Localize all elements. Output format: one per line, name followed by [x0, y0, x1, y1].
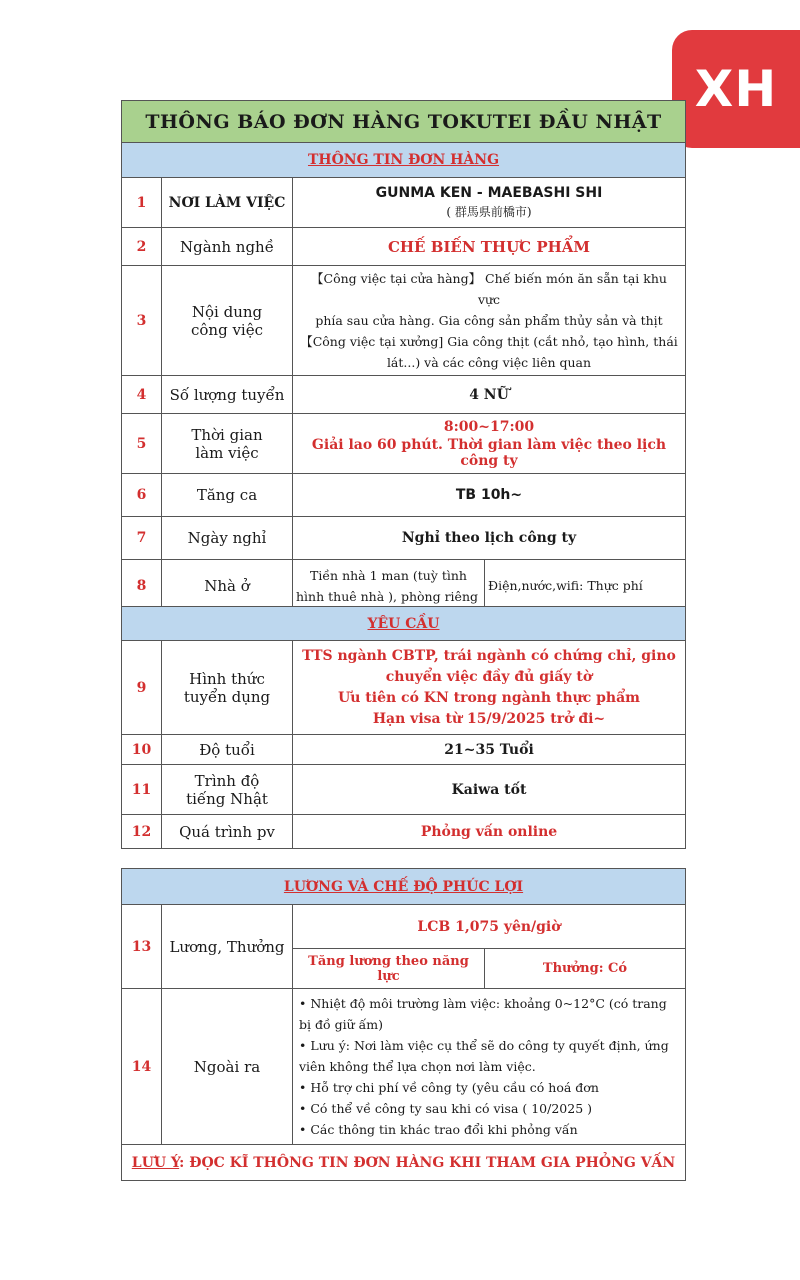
logo-text: XH	[694, 60, 778, 118]
table-row: 8 Nhà ở Tiền nhà 1 man (tuỳ tình hình thuê nhà ), phòng riêng Điện,nước,wifi: Thực phí	[122, 560, 686, 612]
table-row: 11 Trình độ tiếng Nhật Kaiwa tốt	[122, 765, 686, 815]
section-header-requirements: YÊU CẦU	[122, 607, 686, 641]
xh-logo	[672, 30, 800, 148]
row-value: GUNMA KEN - MAEBASHI SHI ( 群馬県前橋市)	[293, 178, 686, 228]
table-row: 1 NƠI LÀM VIỆC GUNMA KEN - MAEBASHI SHI ( 群馬県前橋市)	[122, 178, 686, 228]
table-row: 12 Quá trình pv Phỏng vấn online	[122, 815, 686, 849]
table-row: 3 Nội dung công việc 【Công việc tại cửa hàng】 Chế biến món ăn sẵn tại khu vực phía sau cửa hàng. Gia công sản phẩm thủy sản và thịt 【Công việc tại xưởng] Gia công thịt (cắt nhỏ, tạo hình, thái lát...) và các công việc liên quan	[122, 266, 686, 376]
table-row: 4 Số lượng tuyển 4 NỮ	[122, 376, 686, 414]
table-row: 13 Lương, Thưởng LCB 1,075 yên/giờ	[122, 905, 686, 949]
table-row: 9 Hình thức tuyển dụng TTS ngành CBTP, trái ngành có chứng chỉ, gino chuyển việc đầy đủ giấy tờ Ưu tiên có KN trong ngành thực phẩm Hạn visa từ 15/9/2025 trở đi~	[122, 641, 686, 735]
row-label: NƠI LÀM VIỆC	[162, 178, 293, 228]
table-row: 2 Ngành nghề CHẾ BIẾN THỰC PHẨM	[122, 228, 686, 266]
table-row: 14 Ngoài ra • Nhiệt độ môi trường làm việc: khoảng 0~12°C (có trang bị đồ giữ ấm) • Lưu ý: Nơi làm việc cụ thể sẽ do công ty quyết định, ứng viên không thể lựa chọn nơi làm việc. • Hỗ trợ chi phí về công ty (yêu cầu có hoá đơn • Có thể về công ty sau khi có visa ( 10/2025 ) • Các thông tin khác trao đổi khi phỏng vấn	[122, 989, 686, 1145]
requirements-table	[121, 606, 686, 849]
table-row: 7 Ngày nghỉ Nghỉ theo lịch công ty	[122, 517, 686, 560]
footer-note: LƯU Ý: ĐỌC KĨ THÔNG TIN ĐƠN HÀNG KHI THAM GIA PHỎNG VẤN	[122, 1145, 686, 1181]
table-row: 5 Thời gian làm việc 8:00~17:00 Giải lao 60 phút. Thời gian làm việc theo lịch công ty	[122, 414, 686, 474]
section-header-salary: LƯƠNG VÀ CHẾ ĐỘ PHÚC LỢI	[122, 869, 686, 905]
page-title: THÔNG BÁO ĐƠN HÀNG TOKUTEI ĐẦU NHẬT	[122, 101, 686, 143]
table-row: 10 Độ tuổi 21~35 Tuổi	[122, 735, 686, 765]
section-header-info: THÔNG TIN ĐƠN HÀNG	[122, 143, 686, 178]
order-info-table	[121, 100, 686, 612]
salary-table: LƯƠNG VÀ CHẾ ĐỘ PHÚC LỢI 13 Lương, Thưởng LCB 1,075 yên/giờ Tăng lương theo năng lực Thưởng: Có 14 Ngoài ra • Nhiệt độ môi trường làm việc: khoảng 0~12°C (có trang bị đồ giữ ấm) • Lưu ý: Nơi làm việc cụ thể sẽ do công ty quyết định, ứng viên không thể lựa chọn nơi làm việc. • Hỗ trợ chi phí về công ty (yêu cầu có hoá đơn • Có thể về công ty sau khi có visa ( 10/2025 ) • Các thông tin khác trao đổi khi phỏng vấn LƯU Ý: ĐỌC KĨ THÔNG TIN ĐƠN HÀNG KHI THAM GIA PHỎNG VẤN	[121, 868, 686, 1181]
table-row: 6 Tăng ca TB 10h~	[122, 474, 686, 517]
